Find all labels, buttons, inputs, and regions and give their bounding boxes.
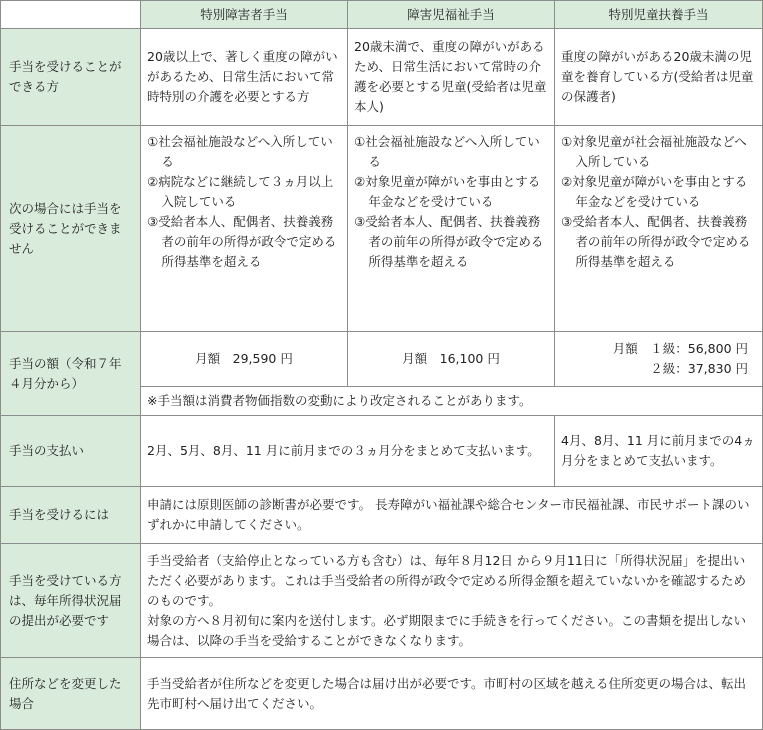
row-label-address: 住所などを変更した場合 xyxy=(1,658,141,730)
amount-note: ※手当額は消費者物価指数の変動により改定されることがあります。 xyxy=(141,387,763,416)
ineligible-cell-special-child-support xyxy=(555,126,763,332)
row-label-amount: 手当の額（令和７年４月分から） xyxy=(1,332,141,416)
row-label-ineligible: 次の場合には手当を受けることができません xyxy=(1,126,141,332)
apply-row xyxy=(1,487,763,544)
ineligible-item: ③受給者本人、配偶者、扶養義務者の前年の所得が政令で定める所得基準を超える xyxy=(354,214,544,269)
ineligible-row xyxy=(1,126,763,332)
amount-row xyxy=(1,332,763,387)
report-paragraph-1: 手当受給者（支給停止となっている方も含む）は、毎年８月12日 から９月11日に「所得状況届」を提出いただく必要があります。これは手当受給者の所得が政令で定める所得金額を超えていないかを確認するためのものです。 xyxy=(147,552,747,608)
address-row xyxy=(1,658,763,730)
payment-cell-special-child-support: 4月、8月、11 月に前月までの4ヵ月分をまとめて支払います。 xyxy=(555,416,763,487)
eligible-row xyxy=(1,29,763,126)
column-header-special-child-support: 特別児童扶養手当 xyxy=(555,1,763,29)
row-label-eligible: 手当を受けることができる方 xyxy=(1,29,141,126)
ineligible-cell-special-disability xyxy=(141,126,348,332)
ineligible-item: ③受給者本人、配偶者、扶養義務者の前年の所得が政令で定める所得基準を超える xyxy=(561,214,751,269)
corner-cell xyxy=(1,1,141,29)
payment-row xyxy=(1,416,763,487)
ineligible-item: ③受給者本人、配偶者、扶養義務者の前年の所得が政令で定める所得基準を超える xyxy=(147,214,337,269)
row-label-payment: 手当の支払い xyxy=(1,416,141,487)
amount-cell-special-child-support xyxy=(555,332,763,387)
report-row xyxy=(1,544,763,658)
column-header-disabled-child-welfare: 障害児福祉手当 xyxy=(348,1,555,29)
ineligible-item: ②病院などに継続して３ヵ月以上入院している xyxy=(147,174,334,209)
amount-grade1: 月額 １級：56,800 円 xyxy=(612,341,748,356)
ineligible-item: ①社会福祉施設などへ入所している xyxy=(147,134,333,169)
report-paragraph-2: 対象の方へ８月初旬に案内を送付します。必ず期限までに手続きを行ってください。この書類を提出しない場合は、以降の手当を受給することができなくなります。 xyxy=(147,612,747,648)
eligible-cell-special-disability: 20歳以上で、著しく重度の障がいがあるため、日常生活において常時特別の介護を必要とする方 xyxy=(141,29,348,126)
row-label-apply: 手当を受けるには xyxy=(1,487,141,544)
header-row xyxy=(1,1,763,29)
row-label-report: 手当を受けている方は、毎年所得状況届の提出が必要です xyxy=(1,544,141,658)
report-cell xyxy=(141,544,763,658)
payment-cell-shared: 2月、5月、8月、11 月に前月までの３ヵ月分をまとめて支払います。 xyxy=(141,416,555,487)
amount-grade2: ２級：37,830 円 xyxy=(650,361,748,376)
ineligible-item: ①対象児童が社会福祉施設などへ入所している xyxy=(561,134,747,169)
column-header-special-disability: 特別障害者手当 xyxy=(141,1,348,29)
address-text: 手当受給者が住所などを変更した場合は届け出が必要です。市町村の区域を越える住所変更の場合は、転出先市町村へ届け出てください。 xyxy=(141,658,763,730)
ineligible-item: ②対象児童が障がいを事由とする年金などを受けている xyxy=(354,174,541,209)
ineligible-item: ①社会福祉施設などへ入所している xyxy=(354,134,540,169)
eligible-cell-disabled-child-welfare: 20歳未満で、重度の障がいがあるため、日常生活において常時の介護を必要とする児童(受給者は児童本人) xyxy=(348,29,555,126)
ineligible-cell-disabled-child-welfare xyxy=(348,126,555,332)
eligible-cell-special-child-support: 重度の障がいがある20歳未満の児童を養育している方(受給者は児童の保護者) xyxy=(555,29,763,126)
amount-cell-disabled-child-welfare: 月額 16,100 円 xyxy=(348,332,555,387)
apply-text: 申請には原則医師の診断書が必要です。 長寿障がい福祉課や総合センター市民福祉課、市民サポート課のいずれかに申請してください。 xyxy=(141,487,763,544)
ineligible-item: ②対象児童が障がいを事由とする年金などを受けている xyxy=(561,174,748,209)
amount-cell-special-disability: 月額 29,590 円 xyxy=(141,332,348,387)
